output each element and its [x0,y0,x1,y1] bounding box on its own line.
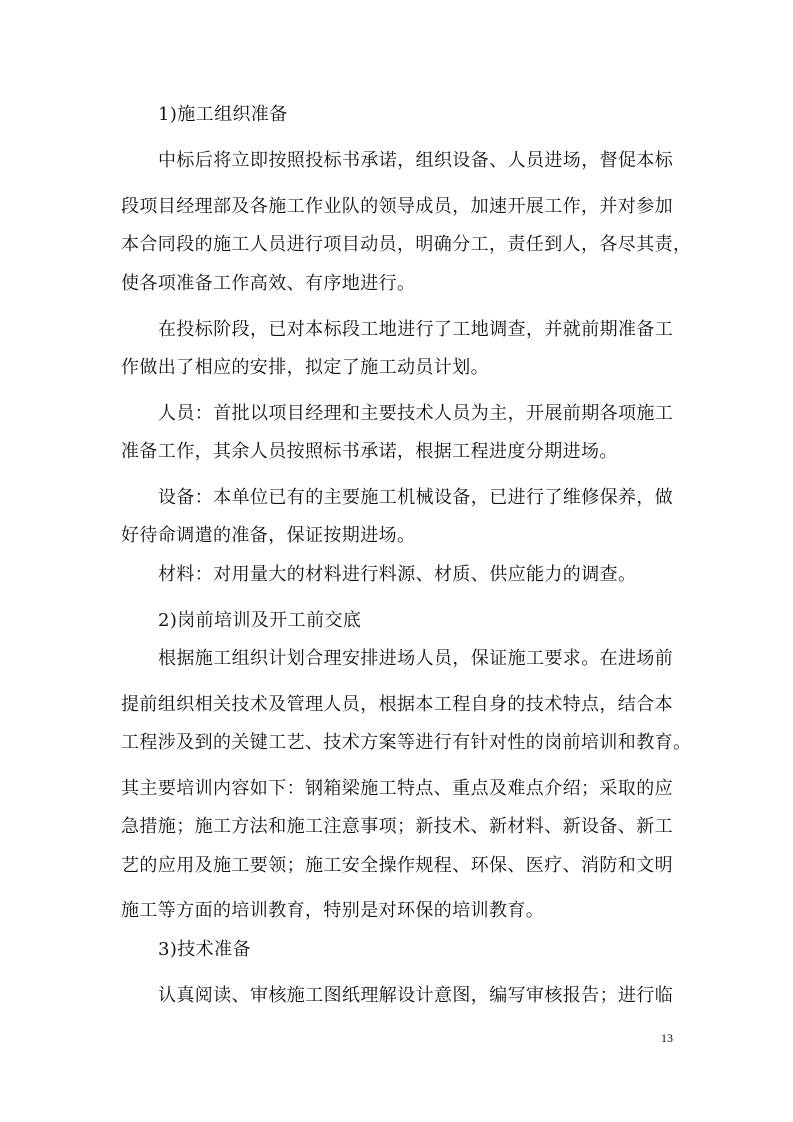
paragraph-line: 准备工作，其余人员按照标书承诺，根据工程进度分期进场。 [121,441,618,462]
section-heading: 2)岗前培训及开工前交底 [158,610,362,631]
paragraph-line: 好待命调遣的准备，保证按期进场。 [121,525,416,546]
paragraph-line: 工程涉及到的关键工艺、技术方案等进行有针对性的岗前培训和教育。 [121,732,692,753]
paragraph-line: 设备：本单位已有的主要施工机械设备，已进行了维修保养，做 [158,487,674,508]
paragraph-line: 根据施工组织计划合理安排进场人员，保证施工要求。在进场前 [158,648,674,669]
paragraph-line: 在投标阶段，已对本标段工地进行了工地调查，并就前期准备工 [158,319,674,340]
paragraph-line: 其主要培训内容如下：钢箱梁施工特点、重点及难点介绍；采取的应 [121,778,673,799]
paragraph-line: 材料：对用量大的材料进行料源、材质、供应能力的调查。 [158,564,637,585]
page-number: 13 [661,1031,673,1045]
paragraph-line: 作做出了相应的安排，拟定了施工动员计划。 [121,357,489,378]
paragraph-line: 施工等方面的培训教育，特别是对环保的培训教育。 [121,900,545,921]
paragraph-line: 认真阅读、审核施工图纸理解设计意图，编写审核报告；进行临 [158,985,674,1006]
paragraph-line: 中标后将立即按照投标书承诺，组织设备、人员进场，督促本标 [158,150,674,171]
paragraph-line: 急措施；施工方法和施工注意事项；新技术、新材料、新设备、新工 [121,816,673,837]
paragraph-line: 段项目经理部及各施工作业队的领导成员，加速开展工作，并对参加 [121,196,673,217]
paragraph-line: 艺的应用及施工要领；施工安全操作规程、环保、医疗、消防和文明 [121,855,673,876]
section-heading: 1)施工组织准备 [158,104,288,125]
paragraph-line: 人员：首批以项目经理和主要技术人员为主，开展前期各项施工 [158,403,674,424]
paragraph-line: 提前组织相关技术及管理人员，根据本工程自身的技术特点，结合本 [121,694,673,715]
paragraph-line: 使各项准备工作高效、有序地进行。 [121,273,416,294]
paragraph-line: 本合同段的施工人员进行项目动员，明确分工，责任到人，各尽其责， [121,234,692,255]
section-heading: 3)技术准备 [158,939,251,960]
